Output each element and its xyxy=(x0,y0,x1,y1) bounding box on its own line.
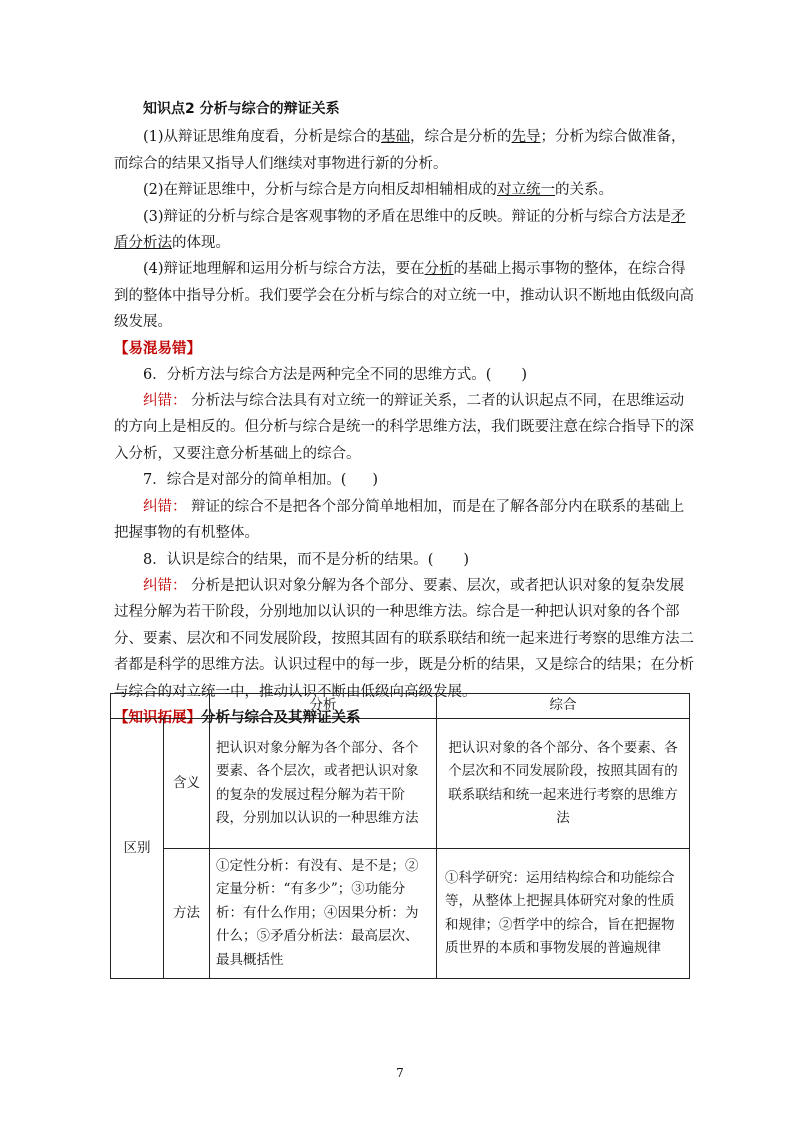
correction-label: 纠错： xyxy=(143,577,187,594)
cell-synthesis: 把认识对象的各个部分、各个要素、各个层次和不同发展阶段，按照其固有的联系联结和统一起来进行考察的思维方法 xyxy=(437,719,690,849)
text: ；分析为综合做准备，而综合的结果又指导人们继续对事物进行新的分析。 xyxy=(114,129,686,172)
question-8 xyxy=(114,547,694,573)
extension-title-text: 分析与综合及其辩证关系 xyxy=(201,709,361,726)
group-label: 区别 xyxy=(111,719,164,979)
question-text: 8．认识是综合的结果，而不是分析的结果。( xyxy=(143,551,434,568)
table-header-row xyxy=(111,694,690,719)
question-7 xyxy=(114,467,694,493)
header-analysis: 分析 xyxy=(210,694,437,719)
question-paren: ) xyxy=(463,551,470,568)
underlined-term: 分析 xyxy=(424,261,454,278)
correction-label: 纠错： xyxy=(143,393,187,410)
underlined-term: 对立统一 xyxy=(497,182,556,199)
paragraph-1 xyxy=(114,124,694,177)
table-corner xyxy=(111,694,210,719)
correction-text: 分析法与综合法具有对立统一的辩证关系，二者的认识起点不同，在思维运动的方向上是相反的。但分析与综合是统一的科学思维方法，我们既要注意在综合指导下的深入分析，又要注意分析基础上的综合。 xyxy=(114,393,694,462)
text: (4)辩证地理解和运用分析与综合方法，要在 xyxy=(143,261,425,278)
confusion-title: 【易混易错】 xyxy=(114,340,201,357)
text: 的基础上揭示事物的整体，在综合得到的整体中指导分析。我们要学会在分析与综合的对立统一中，推动认识不断地由低级向高级发展。 xyxy=(114,261,694,331)
correction-8 xyxy=(114,573,694,705)
page-number: 7 xyxy=(396,1066,404,1080)
paragraph-3 xyxy=(114,204,694,257)
correction-text: 分析是把认识对象分解为各个部分、要素、层次，或者把认识对象的复杂发展过程分解为若干阶段，分别地加以认识的一种思维方法。综合是一种把认识对象的各个部分、要素、层次和不同发展阶段，按照其固有的联系联结和统一起来进行考察的思维方法二者都是科学的思维方法。认识过程中的每一步，既是分析的结果，又是综合的结果；在分析与综合的对立统一中，推动认识不断由低级向高级发展。 xyxy=(114,577,694,700)
paragraph-4 xyxy=(114,256,694,335)
table-row xyxy=(111,719,690,849)
row-label: 含义 xyxy=(164,719,210,849)
cell-analysis: ①定性分析：有没有、是不是；②定量分析：“有多少”；③功能分析：有什么作用；④因果分析：为什么；⑤矛盾分析法：最高层次、最具概括性 xyxy=(210,849,437,979)
row-label: 方法 xyxy=(164,849,210,979)
section-heading: 知识点2 分析与综合的辩证关系 xyxy=(143,101,340,117)
correction-6 xyxy=(114,388,694,467)
text: (2)在辩证思维中，分析与综合是方向相反却相辅相成的 xyxy=(143,182,498,199)
underlined-term: 矛盾分析法 xyxy=(114,208,686,252)
table-row xyxy=(111,849,690,979)
text: 的体现。 xyxy=(172,235,230,252)
content xyxy=(114,96,694,731)
text: 的关系。 xyxy=(555,182,614,199)
underlined-term: 先导 xyxy=(511,129,541,146)
question-text: 6．分析方法与综合方法是两种完全不同的思维方式。( xyxy=(143,366,492,383)
paragraph-2 xyxy=(114,177,694,203)
question-paren: ) xyxy=(372,472,379,489)
question-6 xyxy=(114,362,694,388)
text: (1)从辩证思维角度看，分析是综合的 xyxy=(143,129,382,146)
question-text: 7．综合是对部分的简单相加。( xyxy=(143,472,347,489)
correction-7 xyxy=(114,494,694,547)
text: ，综合是分析的 xyxy=(410,129,512,146)
extension-bracket: 【知识拓展】 xyxy=(114,709,201,726)
comparison-table xyxy=(110,693,690,979)
cell-synthesis: ①科学研究：运用结构综合和功能综合等，从整体上把握具体研究对象的性质和规律；②哲学中的综合，旨在把握物质世界的本质和事物发展的普遍规律 xyxy=(437,849,690,979)
text: (3)辩证的分析与综合是客观事物的矛盾在思维中的反映。辩证的分析与综合方法是 xyxy=(143,208,672,225)
correction-label: 纠错： xyxy=(143,498,187,515)
cell-analysis: 把认识对象分解为各个部分、各个要素、各个层次，或者把认识对象的复杂的发展过程分解为若干阶段，分别加以认识的一种思维方法 xyxy=(210,719,437,849)
correction-text: 辩证的综合不是把各个部分简单地相加，而是在了解各部分内在联系的基础上把握事物的有机整体。 xyxy=(114,498,685,542)
question-paren: ) xyxy=(521,366,528,383)
header-synthesis: 综合 xyxy=(437,694,690,719)
underlined-term: 基础 xyxy=(381,129,411,146)
